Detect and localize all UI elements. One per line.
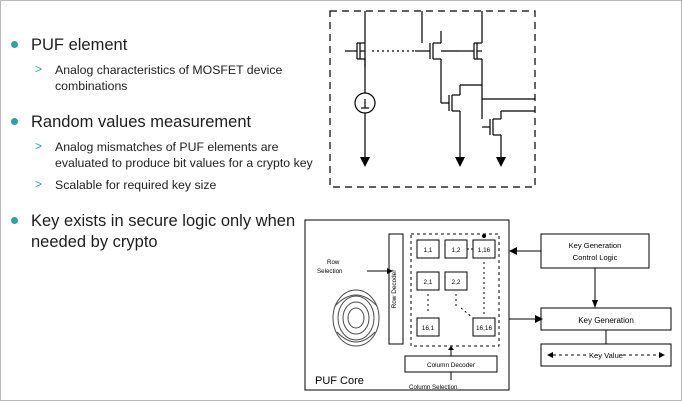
key-gen-control-line2: Control Logic <box>572 253 618 262</box>
bullet-list <box>9 35 329 255</box>
cell-label: 1,16 <box>477 247 491 254</box>
cell-label: 16,1 <box>421 325 435 332</box>
bullet-item-5 <box>9 177 329 193</box>
chevron-right-icon: > <box>35 61 43 76</box>
bullet-dot-icon <box>11 217 18 224</box>
bullet-item-6 <box>9 211 329 252</box>
cell-label: 16,16 <box>476 325 492 332</box>
bullet-text: Scalable for required key size <box>55 178 217 193</box>
row-selection-line2: Selection <box>317 268 343 275</box>
bullet-text: Analog mismatches of PUF elements are evaluated to produce bit values for a crypto key <box>55 139 313 170</box>
chevron-right-icon: > <box>35 138 43 153</box>
row-selection-line1: Row <box>327 259 340 266</box>
bullet-dot-icon <box>11 41 18 48</box>
spacer <box>9 199 329 211</box>
bullet-item-3 <box>9 112 329 133</box>
row-decoder-label: Row Decoder <box>391 269 398 309</box>
puf-core-label: PUF Core <box>315 375 364 387</box>
cell-label: 2,2 <box>451 279 461 286</box>
bullet-item-4 <box>9 139 329 171</box>
bullet-dot-icon <box>11 118 18 125</box>
cell-label: 1,1 <box>423 247 433 254</box>
cell-label: 1,2 <box>451 247 461 254</box>
key-gen-control-logic-box <box>541 234 649 268</box>
puf-element-schematic <box>327 7 679 193</box>
bullet-item-1 <box>9 35 329 56</box>
puf-block-diagram <box>301 214 677 398</box>
bullet-text: Key exists in secure logic only when needed by crypto <box>31 212 296 251</box>
column-selection-label: Column Selection <box>409 384 458 391</box>
key-value-label: Key Value <box>588 351 624 360</box>
bullet-text: PUF element <box>31 36 128 54</box>
bullet-text: Analog characteristics of MOSFET device combinations <box>55 62 283 93</box>
column-decoder-label: Column Decoder <box>427 362 475 369</box>
key-generation-label: Key Generation <box>578 316 634 325</box>
spacer <box>9 100 329 112</box>
bullet-item-2 <box>9 62 329 94</box>
cell-label: 2,1 <box>423 279 433 286</box>
chevron-right-icon: > <box>35 177 43 192</box>
bullet-text: Random values measurement <box>31 113 252 132</box>
key-gen-control-line1: Key Generation <box>568 241 622 250</box>
cell-marker-dot <box>482 234 486 238</box>
